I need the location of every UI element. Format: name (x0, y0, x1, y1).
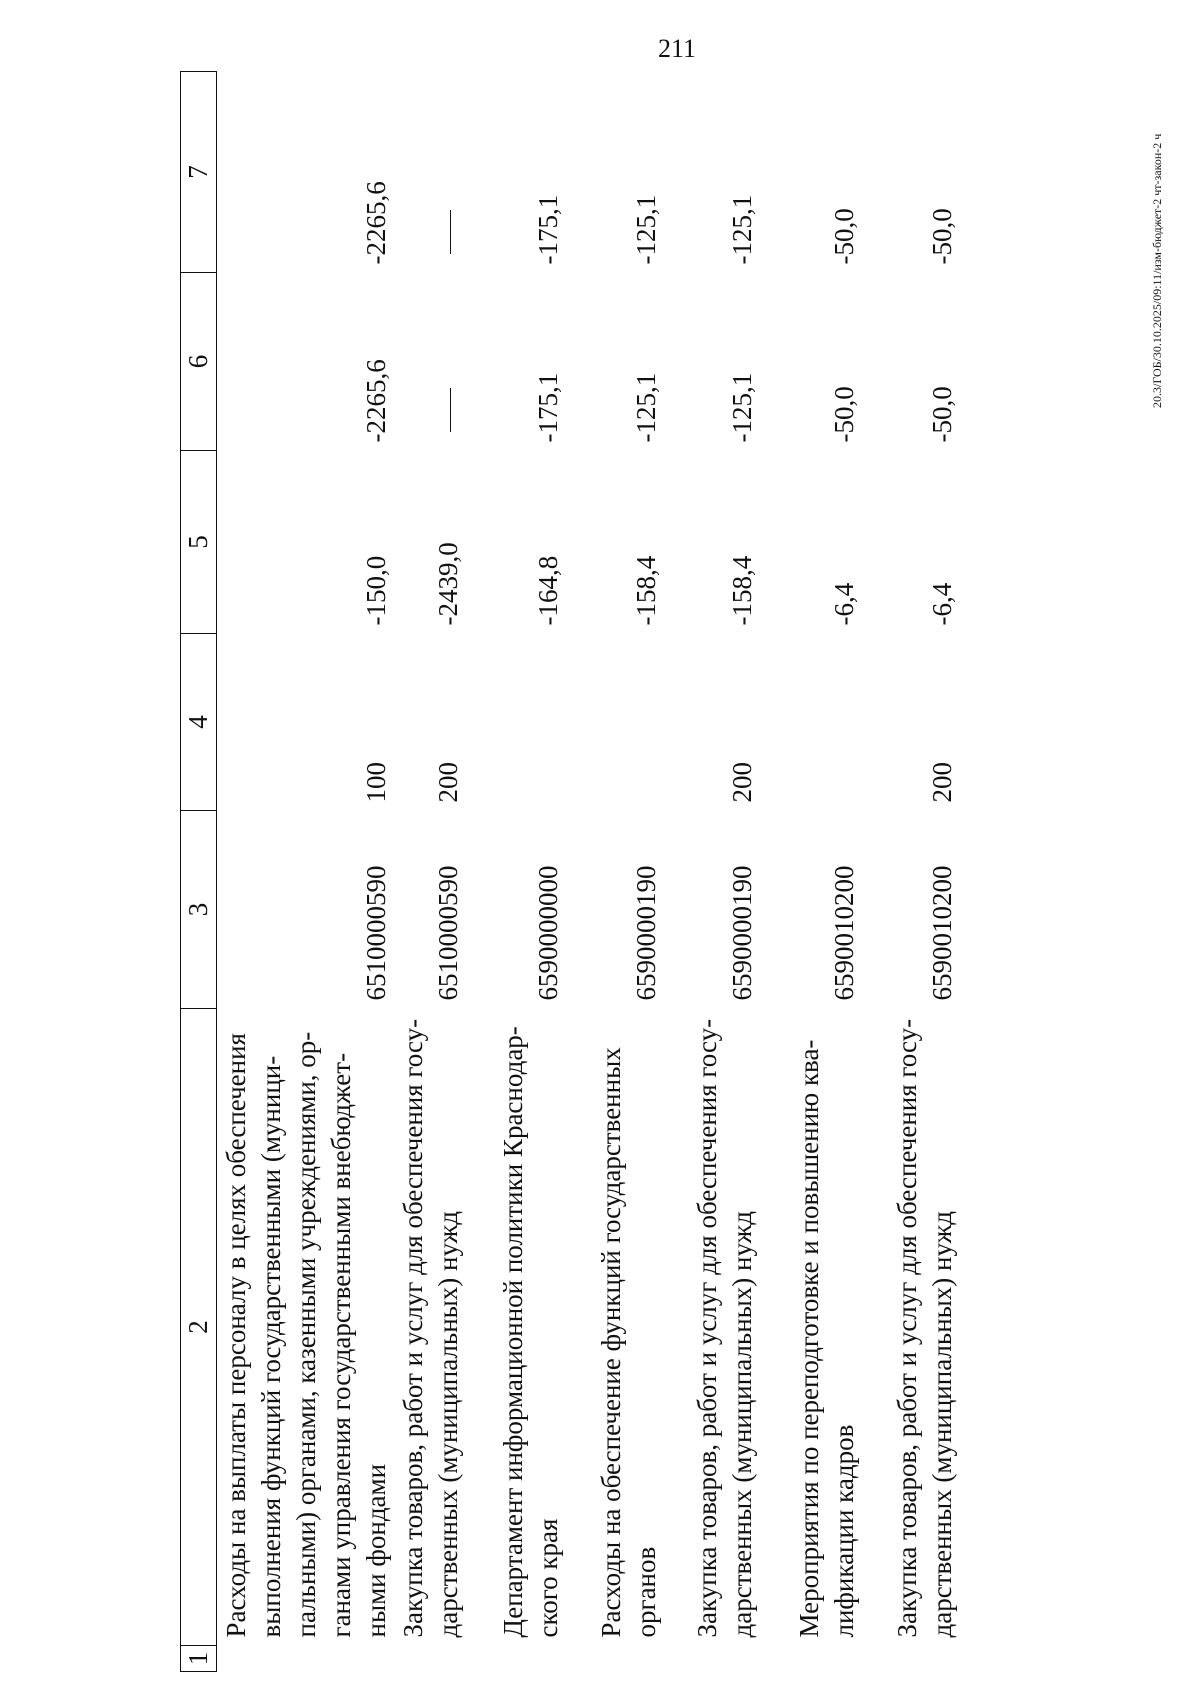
amount-cell-6: -125,1 (631, 372, 661, 443)
description-line: дарственных (муниципальных) нужд (727, 1210, 757, 1638)
row-index-cell (217, 1646, 395, 1672)
amount-cell-5: -158,4 (631, 555, 661, 626)
description-cell (688, 1009, 790, 1646)
description-line: дарственных (муниципальных) нужд (927, 1210, 957, 1638)
description-line: ского края (533, 1518, 563, 1638)
amount-cell-7: -50,0 (927, 208, 957, 265)
target-code-cell: 6510000590 (433, 865, 463, 1001)
column-header: 4 (181, 634, 217, 811)
amount-cell-5: -150,0 (361, 555, 391, 626)
amount-cell-5: -6,4 (927, 582, 957, 626)
column-header: 3 (181, 811, 217, 1009)
table-row (592, 72, 688, 1672)
row-index-cell (790, 1646, 888, 1672)
expense-type-cell: 200 (727, 762, 757, 803)
rotated-table-container (180, 72, 1040, 1672)
expense-type-cell (790, 634, 888, 811)
description-line: ганами управления государственными внебюджет- (326, 1052, 356, 1638)
amount-cell-5: -6,4 (829, 582, 859, 626)
amount-cell-6: -175,1 (533, 372, 563, 443)
expense-type-cell (592, 634, 688, 811)
description-cell (217, 1009, 395, 1646)
amount-cell-5: -164,8 (533, 555, 563, 626)
description-line: Департамент информационной политики Краснодар- (498, 1026, 528, 1638)
description-line: дарственных (муниципальных) нужд (433, 1210, 463, 1638)
description-cell (592, 1009, 688, 1646)
amount-cell-6: -50,0 (927, 386, 957, 443)
amount-cell-6: -50,0 (829, 386, 859, 443)
page-number: 211 (658, 34, 697, 63)
row-index-cell (394, 1646, 494, 1672)
empty-value-dash (450, 211, 451, 255)
amount-cell-5: -158,4 (727, 555, 757, 626)
row-index-cell (494, 1646, 592, 1672)
expense-type-cell: 100 (361, 762, 391, 803)
target-code-cell: 6510000590 (361, 865, 391, 1001)
description-line: Расходы на обеспечение функций государственных (596, 1047, 626, 1638)
row-index-cell (688, 1646, 790, 1672)
description-cell (790, 1009, 888, 1646)
description-line: органов (631, 1546, 661, 1638)
amount-cell-7 (394, 72, 494, 273)
table-row (688, 72, 790, 1672)
amount-cell-7: -175,1 (533, 194, 563, 265)
budget-table (180, 71, 1008, 1672)
description-line: Закупка товаров, работ и услуг для обеспечения госу- (892, 1018, 922, 1638)
target-code-cell: 6590000190 (631, 865, 661, 1001)
description-line: Закупка товаров, работ и услуг для обеспечения госу- (692, 1018, 722, 1638)
description-line: Мероприятия по переподготовке и повышению ква- (794, 1039, 824, 1638)
table-row (394, 72, 494, 1672)
target-code-cell: 6590000000 (533, 865, 563, 1001)
target-code-cell: 6590000190 (727, 865, 757, 1001)
column-header: 6 (181, 273, 217, 451)
column-header: 1 (181, 1646, 217, 1672)
target-code-cell: 6590010200 (829, 865, 859, 1001)
description-line: лификации кадров (829, 1424, 859, 1638)
column-header: 5 (181, 451, 217, 634)
column-header: 2 (181, 1009, 217, 1646)
amount-cell-6: -125,1 (727, 372, 757, 443)
expense-type-cell: 200 (927, 762, 957, 803)
table-row (790, 72, 888, 1672)
empty-value-dash (450, 389, 451, 433)
amount-cell-6: -2265,6 (361, 359, 391, 443)
target-code-cell: 6590010200 (927, 865, 957, 1001)
description-cell (888, 1009, 1008, 1646)
description-line: Расходы на выплаты персоналу в целях обеспечения (221, 1033, 251, 1638)
description-cell (494, 1009, 592, 1646)
column-header: 7 (181, 72, 217, 273)
table-row (494, 72, 592, 1672)
expense-type-cell: 200 (433, 762, 463, 803)
table-header-row (181, 72, 217, 1672)
description-line: Закупка товаров, работ и услуг для обеспечения госу- (398, 1018, 428, 1638)
row-index-cell (592, 1646, 688, 1672)
description-line: ными фондами (361, 1463, 391, 1638)
description-line: выполнения функций государственными (муници- (256, 1055, 286, 1638)
amount-cell-7: -125,1 (631, 194, 661, 265)
amount-cell-7: -125,1 (727, 194, 757, 265)
table-body (217, 72, 1009, 1672)
amount-cell-7: -2265,6 (361, 181, 391, 265)
document-footer-code: 20.3/ГОБ/30.10.2025/09:11/изм-бюджет-2 чт-закон-2 ч (1150, 133, 1164, 408)
row-index-cell (888, 1646, 1008, 1672)
table-row (217, 72, 395, 1672)
amount-cell-5: -2439,0 (433, 542, 463, 626)
amount-cell-7: -50,0 (829, 208, 859, 265)
amount-cell-6 (394, 273, 494, 451)
expense-type-cell (494, 634, 592, 811)
table-row (888, 72, 1008, 1672)
description-cell (394, 1009, 494, 1646)
description-line: пальными) органами, казенными учреждениями, ор- (291, 1031, 321, 1638)
